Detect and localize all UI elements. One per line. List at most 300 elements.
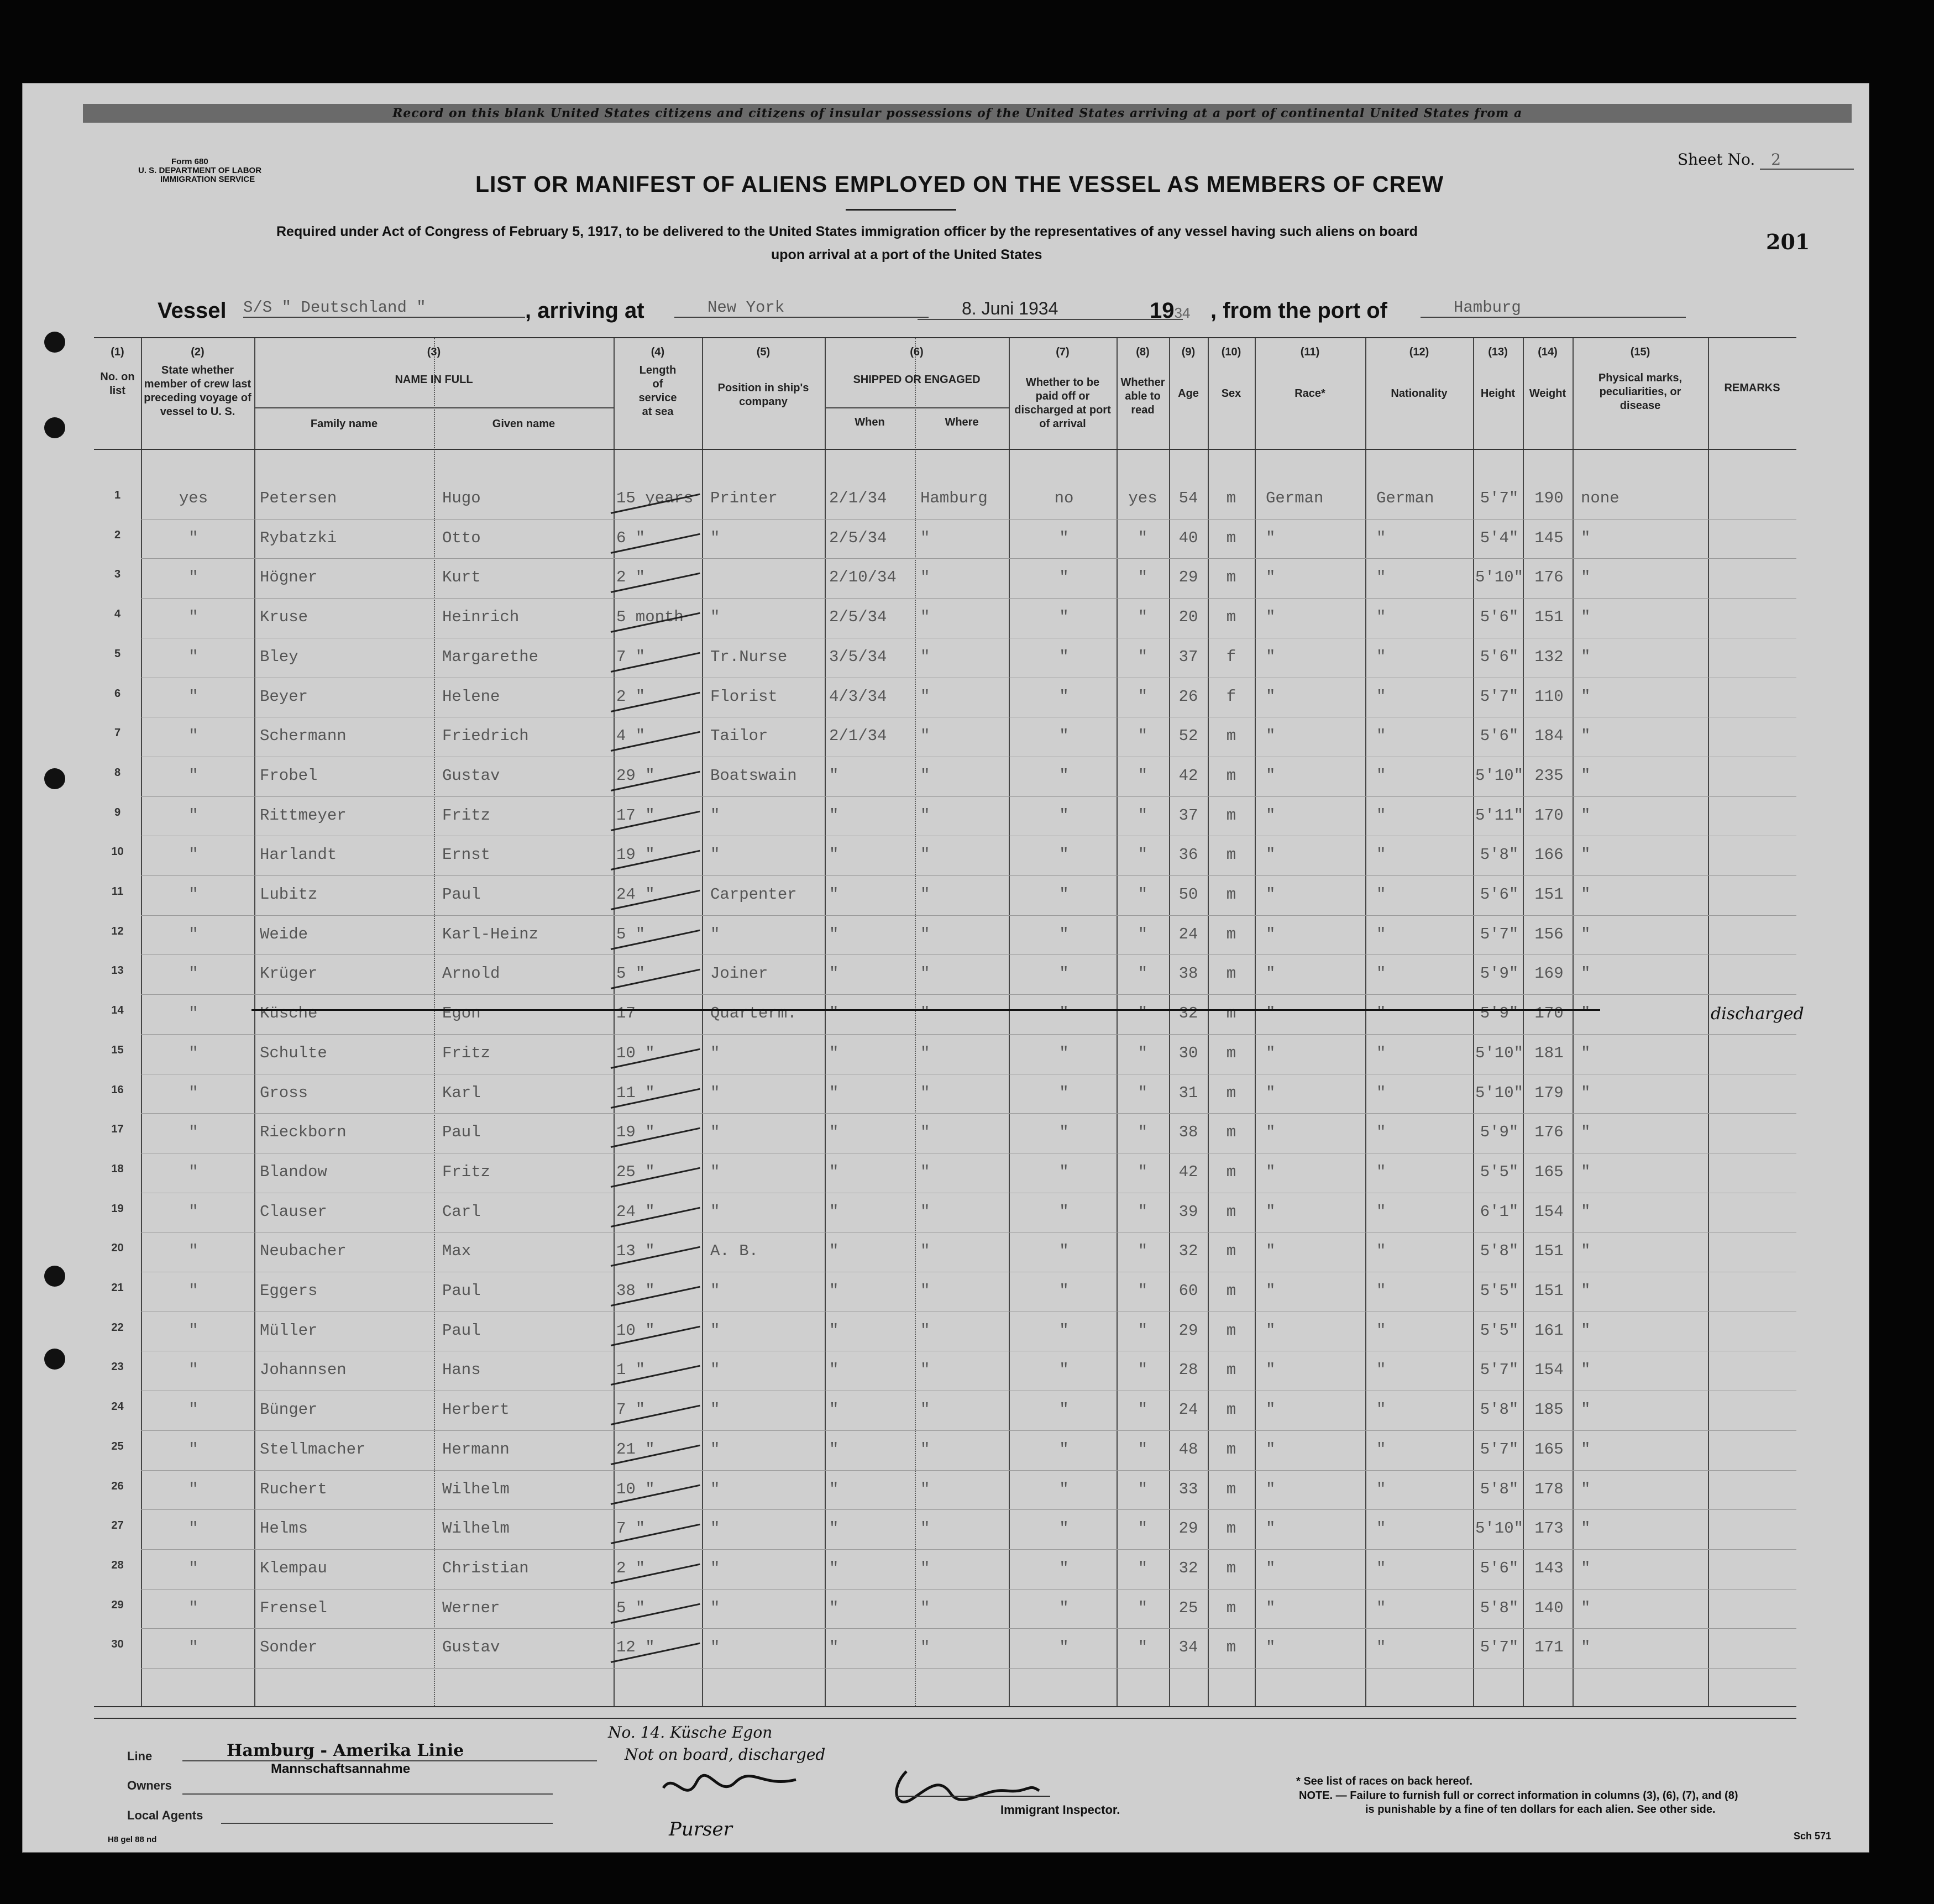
row-rule <box>141 519 1796 520</box>
given-name-cell: Karl-Heinz <box>442 925 539 943</box>
nationality-cell: " <box>1376 964 1386 983</box>
physical-marks-cell: " <box>1581 1480 1591 1498</box>
shipped-where-cell: " <box>920 568 930 587</box>
paid-off-cell: " <box>1059 1004 1069 1023</box>
paid-off-cell: " <box>1059 1162 1069 1181</box>
col-4-label: Length of service at sea <box>638 364 677 418</box>
col-7-label: Whether to be paid off or discharged at port of arrival <box>1014 376 1111 430</box>
shipped-where-cell: " <box>920 806 930 825</box>
col-12-header <box>1365 345 1473 401</box>
owners-label: Owners <box>127 1779 172 1792</box>
row-number: 11 <box>111 885 124 898</box>
age-cell: 24 <box>1178 1401 1198 1419</box>
able-to-read-cell: " <box>1138 727 1148 746</box>
weight-cell: 151 <box>1534 1282 1564 1300</box>
nationality-cell: " <box>1376 846 1386 864</box>
physical-marks-cell: " <box>1581 528 1591 547</box>
shipped-when-cell: " <box>829 1242 839 1261</box>
footer-rule <box>94 1718 1796 1719</box>
able-to-read-cell: " <box>1138 1361 1148 1380</box>
race-cell: " <box>1266 846 1276 864</box>
height-cell: 5'7" <box>1480 1440 1519 1459</box>
physical-marks-cell: " <box>1581 806 1591 825</box>
col-7-num: (7) <box>1056 346 1070 358</box>
shipped-where-cell: " <box>920 925 930 943</box>
given-name-cell: Paul <box>442 885 481 904</box>
physical-marks-cell: " <box>1581 1202 1591 1221</box>
service-length-cell: 29 " <box>616 766 655 785</box>
row-number: 27 <box>111 1519 124 1532</box>
nationality-cell: " <box>1376 1162 1386 1181</box>
previous-voyage-cell: " <box>188 1162 198 1181</box>
family-name-cell: Stellmacher <box>260 1440 366 1459</box>
nationality-cell: " <box>1376 1123 1386 1142</box>
shipped-when-cell: " <box>829 1282 839 1300</box>
age-cell: 33 <box>1178 1480 1198 1498</box>
shipped-where-cell: " <box>920 1480 930 1498</box>
physical-marks-cell: " <box>1581 1321 1591 1340</box>
previous-voyage-cell: " <box>188 1361 198 1380</box>
arriving-label: , arriving at <box>525 298 644 323</box>
weight-cell: 178 <box>1534 1480 1564 1498</box>
age-cell: 32 <box>1178 1242 1198 1261</box>
previous-voyage-cell: " <box>188 766 198 785</box>
given-name-cell: Carl <box>442 1202 481 1221</box>
sex-cell: m <box>1226 1598 1236 1617</box>
physical-marks-cell: " <box>1581 647 1591 666</box>
shipped-where-cell: " <box>920 687 930 706</box>
family-name-cell: Bünger <box>260 1401 318 1419</box>
shipped-where-cell: " <box>920 1440 930 1459</box>
row-rule <box>141 954 1796 955</box>
nationality-cell: " <box>1376 687 1386 706</box>
form-info <box>138 158 261 184</box>
shipped-when-cell: " <box>829 1401 839 1419</box>
nationality-cell: " <box>1376 806 1386 825</box>
weight-cell: 176 <box>1534 1123 1564 1142</box>
row-rule <box>141 1113 1796 1114</box>
shipped-where-cell: " <box>920 1083 930 1102</box>
nationality-cell: " <box>1376 647 1386 666</box>
age-cell: 20 <box>1178 608 1198 627</box>
height-cell: 5'9" <box>1480 1004 1519 1023</box>
family-name-cell: Weide <box>260 925 308 943</box>
race-cell: " <box>1266 1202 1276 1221</box>
nationality-cell: " <box>1376 1638 1386 1657</box>
family-name-cell: Neubacher <box>260 1242 347 1261</box>
height-cell: 5'6" <box>1480 1559 1519 1577</box>
race-cell: " <box>1266 1123 1276 1142</box>
shipped-when-cell: " <box>829 1004 839 1023</box>
sex-cell: m <box>1226 1083 1236 1102</box>
col-6-label: SHIPPED OR ENGAGED <box>853 374 981 386</box>
arrival-date: 8. Juni 1934 <box>918 298 1183 320</box>
paid-off-cell: " <box>1059 1559 1069 1577</box>
family-name-cell: Bley <box>260 647 298 666</box>
row-rule <box>141 1668 1796 1669</box>
previous-voyage-cell: " <box>188 1440 198 1459</box>
shipped-where-cell: " <box>920 846 930 864</box>
row-rule <box>141 1589 1796 1590</box>
physical-marks-cell: " <box>1581 1004 1591 1023</box>
paid-off-cell: " <box>1059 1519 1069 1538</box>
service-length-cell: 15 years <box>616 489 694 507</box>
age-cell: 40 <box>1178 528 1198 547</box>
nationality-cell: " <box>1376 1361 1386 1380</box>
service-length-cell: 24 " <box>616 1202 655 1221</box>
age-cell: 60 <box>1178 1282 1198 1300</box>
family-name-cell: Harlandt <box>260 846 337 864</box>
service-length-cell: 11 " <box>616 1083 655 1102</box>
given-name-cell: Hans <box>442 1361 481 1380</box>
age-cell: 24 <box>1178 925 1198 943</box>
paid-off-cell: " <box>1059 1598 1069 1617</box>
col-11-label: Race* <box>1294 387 1325 400</box>
when-header: When <box>855 416 885 428</box>
family-name-cell: Rieckborn <box>260 1123 347 1142</box>
weight-cell: 170 <box>1534 1004 1564 1023</box>
weight-cell: 185 <box>1534 1401 1564 1419</box>
previous-voyage-cell: " <box>188 806 198 825</box>
nationality-cell: " <box>1376 1401 1386 1419</box>
sheet-value: 2 <box>1760 150 1854 170</box>
given-name-cell: Friedrich <box>442 727 529 746</box>
sex-cell: m <box>1226 806 1236 825</box>
height-cell: 5'8" <box>1480 1480 1519 1498</box>
col-1-header <box>94 345 141 398</box>
shipped-when-cell: 2/1/34 <box>829 489 887 507</box>
able-to-read-cell: " <box>1138 1123 1148 1142</box>
year-field <box>1150 298 1190 323</box>
able-to-read-cell: yes <box>1128 489 1157 507</box>
nationality-cell: " <box>1376 1480 1386 1498</box>
weight-cell: 179 <box>1534 1083 1564 1102</box>
family-name-cell: Eggers <box>260 1282 318 1300</box>
schedule-code: Sch 571 <box>1794 1830 1832 1842</box>
age-cell: 38 <box>1178 1123 1198 1142</box>
position-cell: " <box>710 1321 720 1340</box>
row-number: 14 <box>111 1004 124 1017</box>
age-cell: 39 <box>1178 1202 1198 1221</box>
sex-cell: m <box>1226 489 1236 507</box>
physical-marks-cell: " <box>1581 1519 1591 1538</box>
previous-voyage-cell: " <box>188 1401 198 1419</box>
shipped-when-cell: " <box>829 806 839 825</box>
inspector-label: Immigrant Inspector. <box>1000 1803 1120 1817</box>
paid-off-cell: " <box>1059 766 1069 785</box>
service-length-cell: 1 " <box>616 1361 646 1380</box>
family-name-cell: Ruchert <box>260 1480 327 1498</box>
row-number: 19 <box>111 1202 124 1215</box>
col-2-label: State whether member of crew last preceding voyage of vessel to U. S. <box>144 364 251 418</box>
from-port-label: , from the port of <box>1210 298 1387 323</box>
col-3-header <box>254 345 614 387</box>
sex-cell: m <box>1226 1043 1236 1062</box>
previous-voyage-cell: " <box>188 1202 198 1221</box>
weight-cell: 151 <box>1534 608 1564 627</box>
position-cell: Tr.Nurse <box>710 647 788 666</box>
sex-cell: m <box>1226 727 1236 746</box>
height-cell: 5'7" <box>1480 687 1519 706</box>
row-14-strike-line <box>251 1009 1600 1011</box>
previous-voyage-cell: " <box>188 727 198 746</box>
weight-cell: 190 <box>1534 489 1564 507</box>
nationality-cell: " <box>1376 727 1386 746</box>
sex-cell: m <box>1226 608 1236 627</box>
subtitle-1: Required under Act of Congress of February 5, 1917, to be delivered to the United States immigration officer by the representatives of any vessel having such aliens on board <box>276 224 1418 239</box>
service-length-cell: 25 " <box>616 1162 655 1181</box>
weight-cell: 143 <box>1534 1559 1564 1577</box>
paid-off-cell: " <box>1059 1202 1069 1221</box>
previous-voyage-cell: " <box>188 1123 198 1142</box>
sex-cell: m <box>1226 1004 1236 1023</box>
service-length-cell: 5 month <box>616 608 684 627</box>
family-name-cell: Helms <box>260 1519 308 1538</box>
paid-off-cell: " <box>1059 1480 1069 1498</box>
col-15-header <box>1573 345 1708 413</box>
top-strip-text: Record on this blank United States citizens and citizens of insular possessions of the United States arriving at a port of continental United States from a <box>392 106 1523 120</box>
family-name-cell: Gross <box>260 1083 308 1102</box>
given-name-cell: Herbert <box>442 1401 510 1419</box>
position-cell: Printer <box>710 489 778 507</box>
sheet-label: Sheet No. <box>1678 150 1755 169</box>
position-cell: Tailor <box>710 727 768 746</box>
sex-cell: m <box>1226 925 1236 943</box>
shipped-when-cell: " <box>829 925 839 943</box>
height-cell: 5'10" <box>1475 568 1523 587</box>
weight-cell: 173 <box>1534 1519 1564 1538</box>
able-to-read-cell: " <box>1138 925 1148 943</box>
age-cell: 48 <box>1178 1440 1198 1459</box>
given-name-header: Given name <box>492 418 555 430</box>
service-length-cell: 17 <box>616 1004 636 1023</box>
height-cell: 5'4" <box>1480 528 1519 547</box>
family-name-header: Family name <box>310 418 378 430</box>
position-cell: " <box>710 1282 720 1300</box>
shipped-when-cell: " <box>829 964 839 983</box>
col-10-header <box>1208 345 1255 401</box>
family-name-cell: Krüger <box>260 964 318 983</box>
position-cell: " <box>710 1440 720 1459</box>
shipped-where-cell: " <box>920 1004 930 1023</box>
col-9-header <box>1169 345 1208 401</box>
nationality-cell: German <box>1376 489 1434 507</box>
weight-cell: 151 <box>1534 1242 1564 1261</box>
service-length-cell: 5 " <box>616 1598 646 1617</box>
col-7-header <box>1009 345 1117 431</box>
able-to-read-cell: " <box>1138 1202 1148 1221</box>
shipped-when-cell: " <box>829 1559 839 1577</box>
position-cell: " <box>710 1162 720 1181</box>
weight-cell: 170 <box>1534 806 1564 825</box>
family-name-cell: Clauser <box>260 1202 327 1221</box>
age-cell: 32 <box>1178 1004 1198 1023</box>
nationality-cell: " <box>1376 1519 1386 1538</box>
shipped-when-cell: " <box>829 1638 839 1657</box>
previous-voyage-cell: yes <box>179 489 208 507</box>
punch-hole <box>44 768 65 789</box>
col-14-label: Weight <box>1529 387 1566 400</box>
service-length-cell: 7 " <box>616 1401 646 1419</box>
punch-hole <box>44 417 65 438</box>
sex-cell: m <box>1226 1638 1236 1657</box>
shipped-where-cell: " <box>920 1123 930 1142</box>
paid-off-cell: " <box>1059 885 1069 904</box>
able-to-read-cell: " <box>1138 647 1148 666</box>
col-5-num: (5) <box>756 346 771 358</box>
race-cell: " <box>1266 1440 1276 1459</box>
col-11-num: (11) <box>1300 346 1320 358</box>
weight-cell: 176 <box>1534 568 1564 587</box>
shipped-when-cell: " <box>829 1162 839 1181</box>
shipped-when-cell: " <box>829 1123 839 1142</box>
physical-marks-cell: " <box>1581 1638 1591 1657</box>
nationality-cell: " <box>1376 1043 1386 1062</box>
paid-off-cell: " <box>1059 964 1069 983</box>
col-2-num: (2) <box>191 346 205 358</box>
height-cell: 5'6" <box>1480 647 1519 666</box>
position-cell: " <box>710 925 720 943</box>
position-cell: " <box>710 1123 720 1142</box>
sex-cell: m <box>1226 1162 1236 1181</box>
service-length-cell: 38 " <box>616 1282 655 1300</box>
physical-marks-cell: " <box>1581 964 1591 983</box>
row-number: 13 <box>111 964 124 977</box>
able-to-read-cell: " <box>1138 1401 1148 1419</box>
shipped-where-cell: " <box>920 1282 930 1300</box>
position-cell: Joiner <box>710 964 768 983</box>
col-6-header <box>825 345 1009 387</box>
col-14-header <box>1523 345 1573 401</box>
nationality-cell: " <box>1376 608 1386 627</box>
previous-voyage-cell: " <box>188 1083 198 1102</box>
year-prefix: 19 <box>1150 298 1175 323</box>
paid-off-cell: " <box>1059 1282 1069 1300</box>
paid-off-cell: " <box>1059 846 1069 864</box>
given-name-cell: Fritz <box>442 1043 491 1062</box>
family-name-cell: Beyer <box>260 687 308 706</box>
physical-marks-cell: " <box>1581 925 1591 943</box>
position-cell: A. B. <box>710 1242 759 1261</box>
shipped-when-cell: " <box>829 1321 839 1340</box>
nationality-cell: " <box>1376 885 1386 904</box>
col-14-num: (14) <box>1538 346 1558 358</box>
col-15-num: (15) <box>1630 346 1650 358</box>
arriving-value: New York <box>674 298 929 318</box>
col-4-header <box>614 345 702 419</box>
able-to-read-cell: " <box>1138 1598 1148 1617</box>
row-rule <box>141 1430 1796 1431</box>
shipped-where-cell: " <box>920 727 930 746</box>
race-cell: " <box>1266 1043 1276 1062</box>
shipped-when-cell: 2/5/34 <box>829 528 887 547</box>
height-cell: 5'10" <box>1475 1519 1523 1538</box>
family-name-cell: Högner <box>260 568 318 587</box>
able-to-read-cell: " <box>1138 608 1148 627</box>
age-cell: 36 <box>1178 846 1198 864</box>
note-text-1: Failure to furnish full or correct information in columns (3), (6), (7), and (8) <box>1350 1790 1738 1802</box>
race-cell: " <box>1266 1242 1276 1261</box>
race-cell: " <box>1266 1598 1276 1617</box>
stamp-number: 201 <box>1766 229 1810 254</box>
given-name-cell: Fritz <box>442 806 491 825</box>
physical-marks-cell: " <box>1581 1123 1591 1142</box>
row-rule <box>141 796 1796 797</box>
row-number: 2 <box>114 528 121 541</box>
previous-voyage-cell: " <box>188 1638 198 1657</box>
family-name-cell: Sonder <box>260 1638 318 1657</box>
service-length-cell: 2 " <box>616 687 646 706</box>
col-3-num: (3) <box>427 346 441 358</box>
able-to-read-cell: " <box>1138 1083 1148 1102</box>
col-9-num: (9) <box>1181 346 1196 358</box>
shipped-where-cell: " <box>920 1598 930 1617</box>
previous-voyage-cell: " <box>188 885 198 904</box>
family-name-cell: Lubitz <box>260 885 318 904</box>
race-cell: " <box>1266 1083 1276 1102</box>
shipped-when-cell: " <box>829 885 839 904</box>
row-number: 29 <box>111 1598 124 1611</box>
race-cell: " <box>1266 1361 1276 1380</box>
previous-voyage-cell: " <box>188 1480 198 1498</box>
paid-off-cell: " <box>1059 1083 1069 1102</box>
race-cell: " <box>1266 964 1276 983</box>
col-12-label: Nationality <box>1391 387 1448 400</box>
sex-cell: m <box>1226 885 1236 904</box>
position-cell: " <box>710 528 720 547</box>
height-cell: 5'7" <box>1480 1638 1519 1657</box>
shipped-when-cell: " <box>829 1083 839 1102</box>
able-to-read-cell: " <box>1138 1321 1148 1340</box>
line-label: Line <box>127 1749 153 1763</box>
sex-cell: m <box>1226 766 1236 785</box>
age-cell: 50 <box>1178 885 1198 904</box>
col-10-label: Sex <box>1221 387 1241 400</box>
able-to-read-cell: " <box>1138 885 1148 904</box>
paid-off-cell: no <box>1054 489 1074 507</box>
sex-cell: m <box>1226 1202 1236 1221</box>
col-11-header <box>1255 345 1365 401</box>
col-8-label: Whether able to read <box>1120 376 1165 416</box>
race-cell: " <box>1266 1162 1276 1181</box>
purser-label: Purser <box>669 1818 732 1840</box>
age-cell: 52 <box>1178 727 1198 746</box>
vessel-value: S/S " Deutschland " <box>243 298 525 318</box>
service-length-cell: 10 " <box>616 1321 655 1340</box>
service-length-cell: 24 " <box>616 885 655 904</box>
row-rule <box>141 598 1796 599</box>
vessel-label: Vessel <box>158 298 227 323</box>
race-cell: " <box>1266 1480 1276 1498</box>
paid-off-cell: " <box>1059 1638 1069 1657</box>
service-length-cell: 2 " <box>616 1559 646 1577</box>
given-name-cell: Werner <box>442 1598 500 1617</box>
given-name-cell: Kurt <box>442 568 481 587</box>
family-name-cell: Rittmeyer <box>260 806 347 825</box>
local-agents-label: Local Agents <box>127 1808 203 1822</box>
given-name-cell: Paul <box>442 1282 481 1300</box>
height-cell: 5'7" <box>1480 489 1519 507</box>
line-sub: Mannschaftsannahme <box>271 1761 411 1776</box>
age-cell: 28 <box>1178 1361 1198 1380</box>
service-length-cell: 5 " <box>616 964 646 983</box>
top-strip <box>83 104 1852 123</box>
shipped-when-cell: " <box>829 1519 839 1538</box>
race-cell: " <box>1266 885 1276 904</box>
physical-marks-cell: " <box>1581 1598 1591 1617</box>
age-cell: 37 <box>1178 806 1198 825</box>
position-cell: Carpenter <box>710 885 797 904</box>
